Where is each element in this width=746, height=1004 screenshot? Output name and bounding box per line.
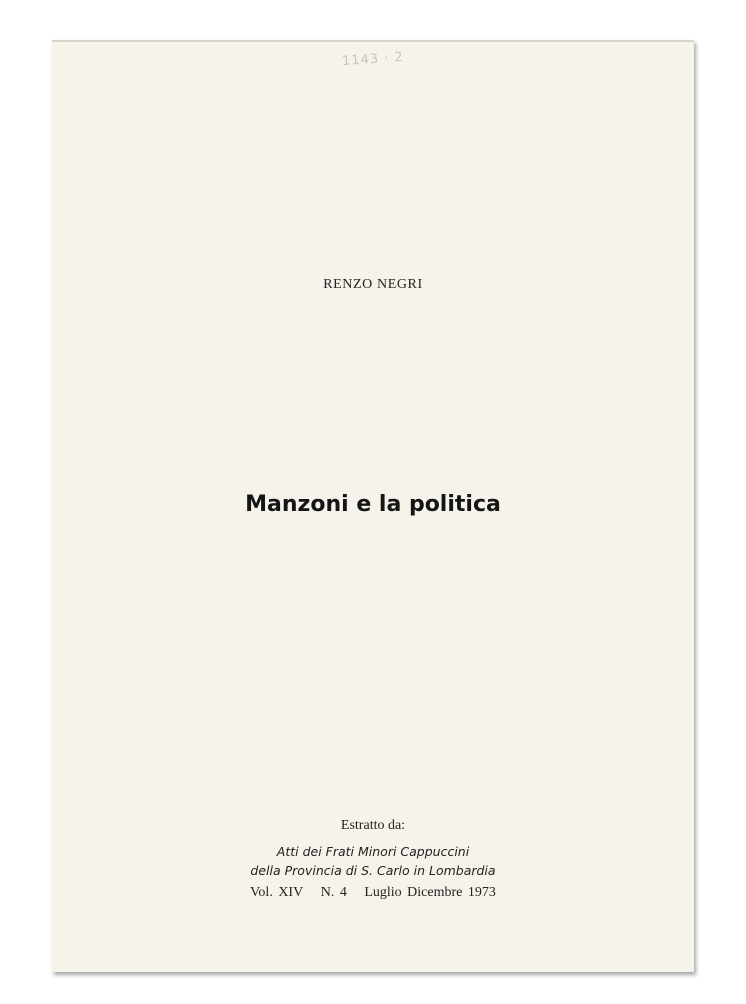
extract-label: Estratto da: bbox=[340, 818, 406, 833]
document-title: Manzoni e la politica bbox=[245, 492, 501, 517]
volume: Vol. XIV bbox=[250, 885, 304, 900]
pencil-annotation: 1143 · 2 bbox=[341, 49, 405, 70]
source-line-1: Atti dei Frati Minori Cappuccini bbox=[276, 844, 470, 859]
author-name: RENZO NEGRI bbox=[323, 277, 423, 292]
source-line-2: della Provincia di S. Carlo in Lombardia bbox=[250, 863, 496, 878]
issue-info bbox=[52, 885, 694, 901]
source-publication bbox=[52, 842, 694, 880]
document-cover bbox=[52, 40, 694, 972]
issue-number: N. 4 bbox=[320, 885, 347, 900]
issue-period: Luglio Dicembre 1973 bbox=[364, 885, 496, 900]
